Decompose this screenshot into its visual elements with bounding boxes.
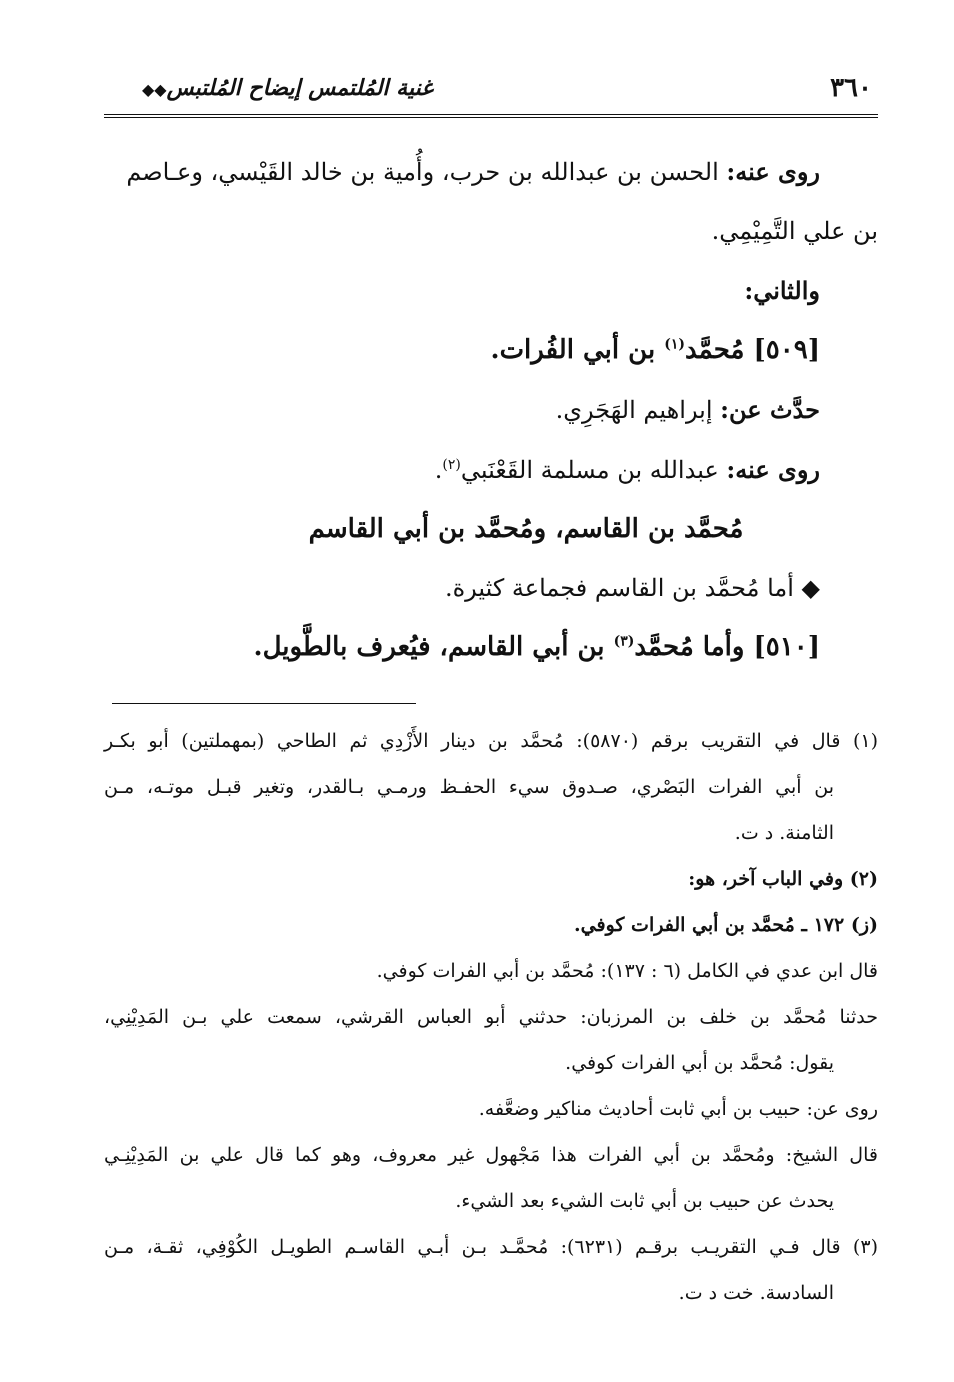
line-label: حدَّث عن: <box>720 395 820 424</box>
footnote-line: بن أبي الفرات البَصْري، صـدوق سيء الحفـظ ورمـي بـالقدر، وتغير قبـل موتـه، مـن <box>104 776 834 798</box>
main-text <box>104 142 878 677</box>
entry-label-rest: بن أبي القاسم، فيُعرف بالطَّويل. <box>253 632 614 662</box>
footnote-ref: (٣) <box>613 633 635 650</box>
diamond-ornament-icon: ◆◆ <box>142 80 167 99</box>
footnote-line: قال ابن عدي في الكامل (٦ : ١٣٧): مُحمَّد بن أبي الفرات كوفي. <box>376 960 878 982</box>
line-text: عبدالله بن مسلمة القَعْنَبي <box>460 456 727 484</box>
footnotes <box>104 718 878 1316</box>
bullet-diamond-icon: ◆ <box>801 574 820 602</box>
line-label: والثاني: <box>744 276 820 305</box>
entry-heading <box>104 321 878 380</box>
text-line <box>104 440 878 500</box>
entry-label: [٥١٠] وأما مُحمَّد <box>634 632 820 662</box>
text-line <box>104 559 878 618</box>
footnote-line: (ز) ١٧٢ ـ مُحمَّد بن أبي الفرات كوفي. <box>574 914 878 936</box>
running-title-text: غنية المُلتمس إيضاح المُلتبس <box>166 75 433 101</box>
footnote-line: روى عن: حبيب بن أبي ثابت أحاديث مناكير وضعَّفه. <box>478 1098 878 1120</box>
entry-label-rest: بن أبي الفُرات. <box>490 335 665 365</box>
text-line <box>104 261 878 321</box>
text-line <box>104 202 878 261</box>
section-heading: مُحمَّد بن القاسم، ومُحمَّد بن أبي القاسم <box>308 514 744 544</box>
footnote-line: (٣) قال فـي التقريـب برقـم (٦٢٣١): مُحمَّـد بـن أبـي القاسـم الطويـل الكُوْفِي، ثقـة، مـن <box>104 1236 878 1258</box>
line-label: روى عنه: <box>726 455 820 484</box>
line-text: الحسن بن عبدالله بن حرب، وأُمية بن خالد القَيْسي، وعـاصم <box>126 158 727 186</box>
footnote-line: حدثنا مُحمَّد بن خلف بن المرزبان: حدثني أبو العباس القرشي، سمعت علي بـن المَدِيْنِي، <box>104 1006 878 1028</box>
page-header <box>104 62 878 118</box>
line-text: بن علي التَّمِيْمِي. <box>711 217 878 245</box>
footnote-ref: (٢) <box>442 457 461 473</box>
line-text: أما مُحمَّد بن القاسم فجماعة كثيرة. <box>444 574 802 602</box>
text-line <box>104 380 878 440</box>
footnote-line: (٢) وفي الباب آخر، هو: <box>688 868 878 890</box>
footnote-line: يقول: مُحمَّد بن أبي الفرات كوفي. <box>565 1052 834 1074</box>
page <box>104 62 878 1362</box>
footnote-line: الثامنة. د ت. <box>734 822 834 844</box>
entry-heading <box>104 618 878 677</box>
text-line <box>104 142 878 202</box>
line-end: . <box>434 456 443 484</box>
footnote-divider <box>112 703 416 704</box>
footnote-ref: (١) <box>664 336 686 353</box>
footnote-line: قال الشيخ: ومُحمَّد بن أبي الفرات هذا مَجْهول غير معروف، وهو كما قال علي بن المَدِيْنِـي <box>104 1144 878 1166</box>
footnote-line: يحدث عن حبيب بن أبي ثابت الشيء بعد الشيء. <box>455 1190 834 1212</box>
line-label: روى عنه: <box>726 157 820 186</box>
page-number: ٣٦٠ <box>830 73 872 103</box>
line-text: إبراهيم الهَجَرِي. <box>555 396 721 424</box>
footnote-line: السادسة. خت د ت. <box>678 1282 834 1304</box>
entry-label: [٥٠٩] مُحمَّد <box>685 335 820 365</box>
footnote-line: (١) قال في التقريب برقم (٥٨٧٠): مُحمَّد بن دينار الأَزْدِي ثم الطاحي (بمهملتين) أبو بكـر <box>104 730 878 752</box>
running-title <box>138 75 433 101</box>
